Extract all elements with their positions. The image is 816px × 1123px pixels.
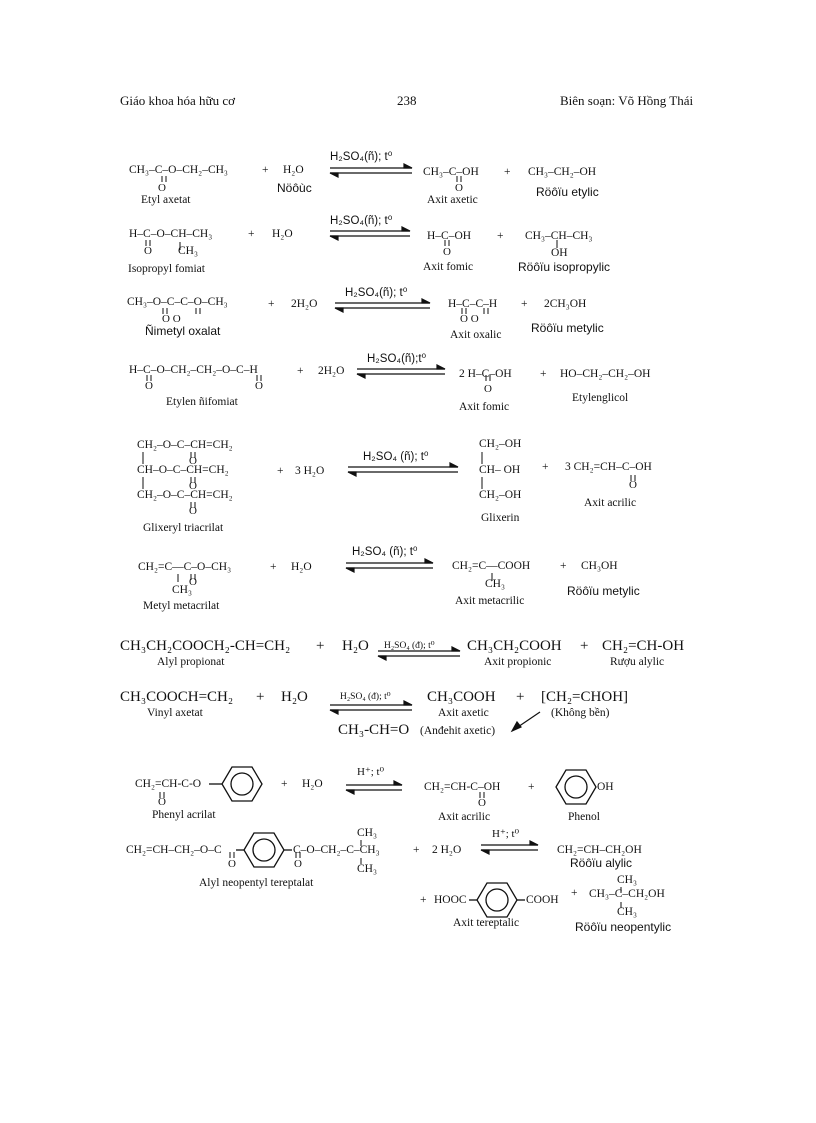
r10-top: CH₃	[357, 827, 377, 839]
r5-line3: CH₂–O–C–CH=CH₂	[137, 489, 233, 501]
r5-glycerin-3: CH₂–OH	[479, 489, 522, 501]
r5-plus2: +	[542, 461, 549, 473]
r4-alcohol-name: Etylenglicol	[572, 392, 629, 404]
r2-water: H₂O	[272, 228, 293, 240]
r9-ester-name: Phenyl acrilat	[152, 809, 216, 821]
r9-plus1: +	[281, 778, 288, 790]
r5-o2: O	[189, 480, 197, 492]
r10-neo-top: CH₃	[617, 874, 637, 886]
r1-alcohol: CH₃–CH₂–OH	[528, 166, 597, 178]
r6-acid: CH₂=C—COOH	[452, 560, 531, 572]
r7-water: H₂O	[342, 638, 369, 654]
r5-o1: O	[189, 455, 197, 467]
r2-alcohol-oh: OH	[551, 247, 568, 259]
r1-alcohol-name: Röôïu etylic	[536, 185, 599, 199]
r3-water: 2H₂O	[291, 298, 318, 310]
r8-aldehyde-name: (Anđehit axetic)	[420, 725, 496, 737]
r3-acid: H–C–C–H	[448, 298, 498, 310]
r9-ester: CH₂=CH-C-O	[135, 778, 202, 790]
r9-ester-o: O	[158, 796, 166, 808]
r9-acid: CH₂=CH-C–OH	[424, 781, 501, 793]
r3-ester-o: O O	[162, 313, 181, 325]
r7-alcohol: CH₂=CH-OH	[602, 638, 685, 654]
header-left: Giáo khoa hóa hữu cơ	[120, 93, 236, 108]
r9-condition: H⁺; t⁰	[357, 766, 385, 778]
r10-neo-name: Röôïu neopentylic	[575, 920, 672, 934]
r5-glycerin-1: CH₂–OH	[479, 438, 522, 450]
r5-acid: 3 CH₂=CH–C–OH	[565, 461, 652, 473]
r4-alcohol: HO–CH₂–CH₂–OH	[560, 368, 651, 380]
r1-acid-o: O	[455, 182, 463, 194]
r10-acid-right: COOH	[526, 894, 559, 906]
r8-water: H₂O	[281, 689, 308, 705]
r6-ester-name: Metyl metacrilat	[143, 600, 220, 612]
r1-condition: H₂SO₄(ñ); t⁰	[330, 151, 393, 163]
r1-water-name: Nöôùc	[277, 181, 312, 195]
r5-acid-name: Axit acrilic	[584, 497, 637, 509]
r4-acid-name: Axit fomic	[459, 401, 510, 413]
r7-acid: CH₃CH₂COOH	[467, 638, 562, 654]
r2-acid-o: O	[443, 246, 451, 258]
r1-acid: CH₃–C–OH	[423, 166, 479, 178]
r3-plus2: +	[521, 298, 528, 310]
r4-condition: H₂SO₄(ñ);t⁰	[367, 353, 427, 365]
r3-ester: CH₃–O–C–C–O–CH₃	[127, 296, 228, 308]
r1-ester-name: Etyl axetat	[141, 194, 191, 206]
r9-phenol-name: Phenol	[568, 811, 600, 823]
r7-ester-name: Alyl propionat	[157, 656, 225, 668]
r1-plus1: +	[262, 164, 269, 176]
r5-plus1: +	[277, 465, 284, 477]
r7-alcohol-name: Rượu alylic	[610, 656, 665, 668]
r8-ester-name: Vinyl axetat	[147, 707, 203, 719]
header-right: Biên soạn: Võ Hồng Thái	[560, 93, 694, 108]
r9-plus2: +	[528, 781, 535, 793]
page-number: 238	[397, 93, 417, 108]
r6-alcohol: CH₃OH	[581, 560, 618, 572]
r3-plus1: +	[268, 298, 275, 310]
r3-acid-name: Axit oxalic	[450, 329, 502, 341]
r7-acid-name: Axit propionic	[484, 656, 552, 668]
r6-plus1: +	[270, 561, 277, 573]
r10-o1: O	[228, 858, 236, 870]
r4-ester-name: Etylen ñifomiat	[166, 396, 238, 408]
r1-plus2: +	[504, 166, 511, 178]
r6-plus2: +	[560, 560, 567, 572]
r6-condition: H₂SO₄ (ñ); t⁰	[352, 546, 418, 558]
r1-ester: CH₃–C–O–CH₂–CH₃	[129, 164, 228, 176]
r2-ester-name: Isopropyl fomiat	[128, 263, 205, 275]
r5-ester-name: Glixeryl triacrilat	[143, 522, 224, 534]
r3-alcohol-name: Röôïu metylic	[531, 321, 604, 335]
r10-plus1: +	[413, 844, 420, 856]
r1-water: H₂O	[283, 164, 304, 176]
r3-ester-name: Ñimetyl oxalat	[145, 324, 221, 338]
r10-neo-bottom: CH₃	[617, 906, 637, 918]
r3-acid-o: O O	[460, 313, 479, 325]
r5-alcohol-name: Glixerin	[481, 512, 520, 524]
r2-acid: H–C–OH	[427, 230, 472, 242]
r5-acid-o: O	[629, 479, 637, 491]
r10-plus2: +	[420, 894, 427, 906]
r10-acid-name: Axit tereptalic	[453, 917, 520, 929]
r7-ester: CH₃CH₂COOCH₂-CH=CH₂	[120, 638, 291, 654]
r8-aldehyde: CH₃-CH=O	[338, 722, 410, 738]
r5-glycerin-2: CH– OH	[479, 464, 521, 476]
r5-line1: CH₂–O–C–CH=CH₂	[137, 439, 233, 451]
r9-acid-name: Axit acrilic	[438, 811, 491, 823]
r3-condition: H₂SO₄(ñ); t⁰	[345, 287, 408, 299]
r10-left: CH₂=CH–CH₂–O–C	[126, 844, 222, 856]
r9-phenol-oh: OH	[597, 781, 614, 793]
r10-alcohol-name: Röôïu alylic	[570, 856, 633, 870]
r5-water: 3 H₂O	[295, 465, 325, 477]
r9-water: H₂O	[302, 778, 323, 790]
r8-enol-note: (Không bền)	[551, 707, 610, 719]
r8-condition: H₂SO₄ (đ); t⁰	[340, 692, 391, 702]
r7-condition: H₂SO₄ (đ); t⁰	[384, 641, 435, 651]
r8-enol: [CH₂=CHOH]	[541, 689, 629, 705]
r4-ester-o1: O	[145, 380, 153, 392]
r5-line2: CH–O–C–CH=CH₂	[137, 464, 229, 476]
r7-plus2: +	[580, 638, 589, 654]
r6-acid-name: Axit metacrilic	[455, 595, 525, 607]
r4-acid-o: O	[484, 383, 492, 395]
r10-ester-name: Alyl neopentyl tereptalat	[199, 877, 314, 889]
r6-acid-sub: CH₃	[485, 578, 505, 590]
r2-ester-sub: CH₃	[178, 245, 198, 257]
r10-acid-left: HOOC	[434, 894, 467, 906]
r4-water: 2H₂O	[318, 365, 345, 377]
r10-plus3: +	[571, 887, 578, 899]
r2-ester: H–C–O–CH–CH₃	[129, 228, 213, 240]
r1-acid-name: Axit axetic	[427, 194, 478, 206]
r6-water: H₂O	[291, 561, 312, 573]
r10-o2: O	[294, 858, 302, 870]
r6-ester: CH₂=C—C–O–CH₃	[138, 561, 232, 573]
r9-acid-o: O	[478, 797, 486, 809]
r7-plus1: +	[316, 638, 325, 654]
r8-ester: CH₃COOCH=CH₂	[120, 689, 234, 705]
r6-ester-o: O	[189, 576, 197, 588]
r4-plus1: +	[297, 365, 304, 377]
r10-water: 2 H₂O	[432, 844, 462, 856]
r4-ester: H–C–O–CH₂–CH₂–O–C–H	[129, 364, 258, 376]
r10-bottom: CH₃	[357, 863, 377, 875]
r5-condition: H₂SO₄ (ñ); t⁰	[363, 451, 429, 463]
r1-ester-o: O	[158, 182, 166, 194]
r2-ester-o: O	[144, 245, 152, 257]
r8-plus1: +	[256, 689, 265, 705]
r8-plus2: +	[516, 689, 525, 705]
r8-acid: CH₃COOH	[427, 689, 496, 705]
r4-ester-o2: O	[255, 380, 263, 392]
r6-alcohol-name: Röôïu metylic	[567, 584, 640, 598]
r2-plus1: +	[248, 228, 255, 240]
r10-condition: H⁺; t⁰	[492, 828, 520, 840]
r6-ester-sub: CH₃	[172, 584, 192, 596]
r4-acid: 2 H–C–OH	[459, 368, 512, 380]
r8-acid-name: Axit axetic	[438, 707, 489, 719]
r4-plus2: +	[540, 368, 547, 380]
r2-acid-name: Axit fomic	[423, 261, 474, 273]
r5-o3: O	[189, 505, 197, 517]
r2-alcohol-name: Röôïu isopropylic	[518, 260, 611, 274]
r10-right: C–O–CH₂–C–CH₃	[293, 844, 380, 856]
r3-alcohol: 2CH₃OH	[544, 298, 587, 310]
r2-alcohol: CH₃–CH–CH₃	[525, 230, 593, 242]
r10-alcohol: CH₂=CH–CH₂OH	[557, 844, 642, 856]
r2-condition: H₂SO₄(ñ); t⁰	[330, 215, 393, 227]
r10-neo: CH₃–C–CH₂OH	[589, 888, 665, 900]
r2-plus2: +	[497, 230, 504, 242]
